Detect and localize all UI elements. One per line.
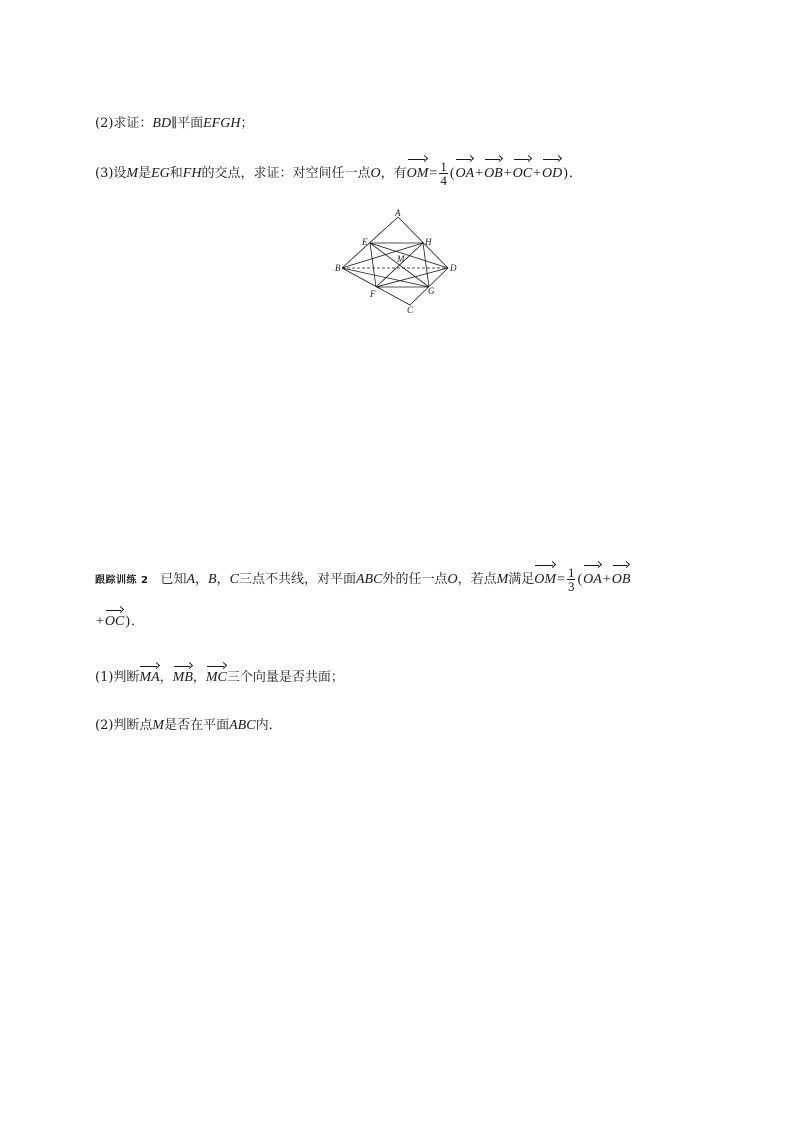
plane-abc: ABC: [229, 718, 256, 733]
p2-prefix: (2)判断点: [95, 718, 153, 733]
training-text-2: 三点不共线，对平面: [238, 572, 356, 587]
vector-ob: OB: [612, 567, 631, 593]
vector-oa: OA: [583, 567, 602, 593]
point-a: A: [186, 572, 196, 587]
fraction-one-quarter: [439, 160, 448, 187]
training-text-4: ，若点: [457, 572, 497, 587]
vector-om: OM: [534, 567, 556, 593]
p1-suffix: 三个向量是否共面；: [226, 670, 344, 685]
left-paren: (: [449, 166, 455, 181]
p2-mid: 是否在平面: [164, 718, 230, 733]
label-e: E: [362, 237, 368, 247]
q2-parallel-text: ∥平面: [171, 116, 204, 131]
point-b: B: [208, 572, 217, 587]
left-paren: (: [577, 572, 583, 587]
vector-oc: OC: [105, 612, 124, 632]
label-d: D: [450, 263, 457, 273]
training-text-3: 外的任一点: [382, 572, 448, 587]
segment-eg: EG: [151, 166, 170, 181]
point-m: M: [152, 718, 165, 733]
fraction-numerator: 1: [440, 159, 447, 174]
training-2: [95, 566, 630, 594]
p2-suffix: 内．: [255, 718, 282, 733]
plus-sign: +: [96, 614, 104, 629]
part-1: [95, 668, 344, 688]
p1-prefix: (1)判断: [95, 670, 140, 685]
comma: ，: [192, 670, 206, 685]
vector-mb: MB: [173, 668, 193, 688]
plus-sign: +: [503, 166, 512, 181]
training-tag: 跟踪训练 2: [95, 575, 149, 586]
tetrahedron-figure: [335, 205, 465, 320]
comma: ，: [159, 670, 173, 685]
label-g: G: [428, 286, 435, 296]
point-c: C: [229, 572, 239, 587]
equals-sign: =: [429, 166, 438, 181]
fraction-one-third: [567, 566, 576, 593]
training-2-continued: [95, 612, 144, 632]
question-3: [95, 160, 582, 187]
edge-ab: [342, 217, 398, 268]
q3-prefix: (3)设: [95, 166, 127, 181]
plus-sign: +: [475, 166, 484, 181]
q3-end: ．: [568, 166, 582, 181]
q2-end: ；: [240, 116, 254, 131]
vector-oc: OC: [513, 161, 532, 187]
question-2: [95, 114, 253, 134]
q3-have: ，有: [380, 166, 407, 181]
label-f: F: [370, 289, 376, 299]
training-text-5: 满足: [508, 572, 535, 587]
part-2: [95, 716, 282, 736]
right-paren: ): [563, 166, 568, 181]
vector-ma: MA: [139, 668, 159, 688]
label-h: H: [425, 237, 432, 247]
vector-mc: MC: [206, 668, 227, 688]
label-b: B: [335, 263, 341, 273]
segment-ef: [370, 243, 376, 287]
q3-is: 是: [138, 166, 152, 181]
segment-hg: [423, 243, 429, 287]
comma: ，: [195, 572, 209, 587]
training-text-1: 已知: [160, 572, 187, 587]
point-o: O: [447, 572, 458, 587]
equals-sign: =: [557, 572, 565, 587]
fraction-denominator: 3: [567, 579, 575, 594]
comma: ，: [216, 572, 230, 587]
training-end: ．: [131, 614, 145, 629]
q2-prefix: (2)求证：: [95, 116, 153, 131]
point-m: M: [496, 572, 509, 587]
segment-fh: FH: [182, 166, 202, 181]
segment-bd: BD: [152, 116, 172, 131]
label-a: A: [395, 208, 401, 218]
fraction-numerator: 1: [567, 565, 575, 580]
right-paren: ): [125, 614, 131, 629]
vector-ob: OB: [484, 161, 503, 187]
q3-and: 和: [169, 166, 183, 181]
label-m: M: [397, 254, 405, 264]
plane-abc: ABC: [355, 572, 383, 587]
label-c: C: [407, 305, 414, 315]
fraction-denominator: 4: [440, 173, 447, 188]
vector-om: OM: [407, 161, 429, 187]
plus-sign: +: [602, 572, 611, 587]
vector-od: OD: [542, 161, 562, 187]
point-m: M: [126, 166, 139, 181]
plus-sign: +: [533, 166, 541, 181]
point-o: O: [370, 166, 381, 181]
q3-mid-text: 的交点，求证：对空间任一点: [201, 166, 371, 181]
vector-oa: OA: [455, 161, 474, 187]
plane-efgh: EFGH: [203, 116, 241, 131]
